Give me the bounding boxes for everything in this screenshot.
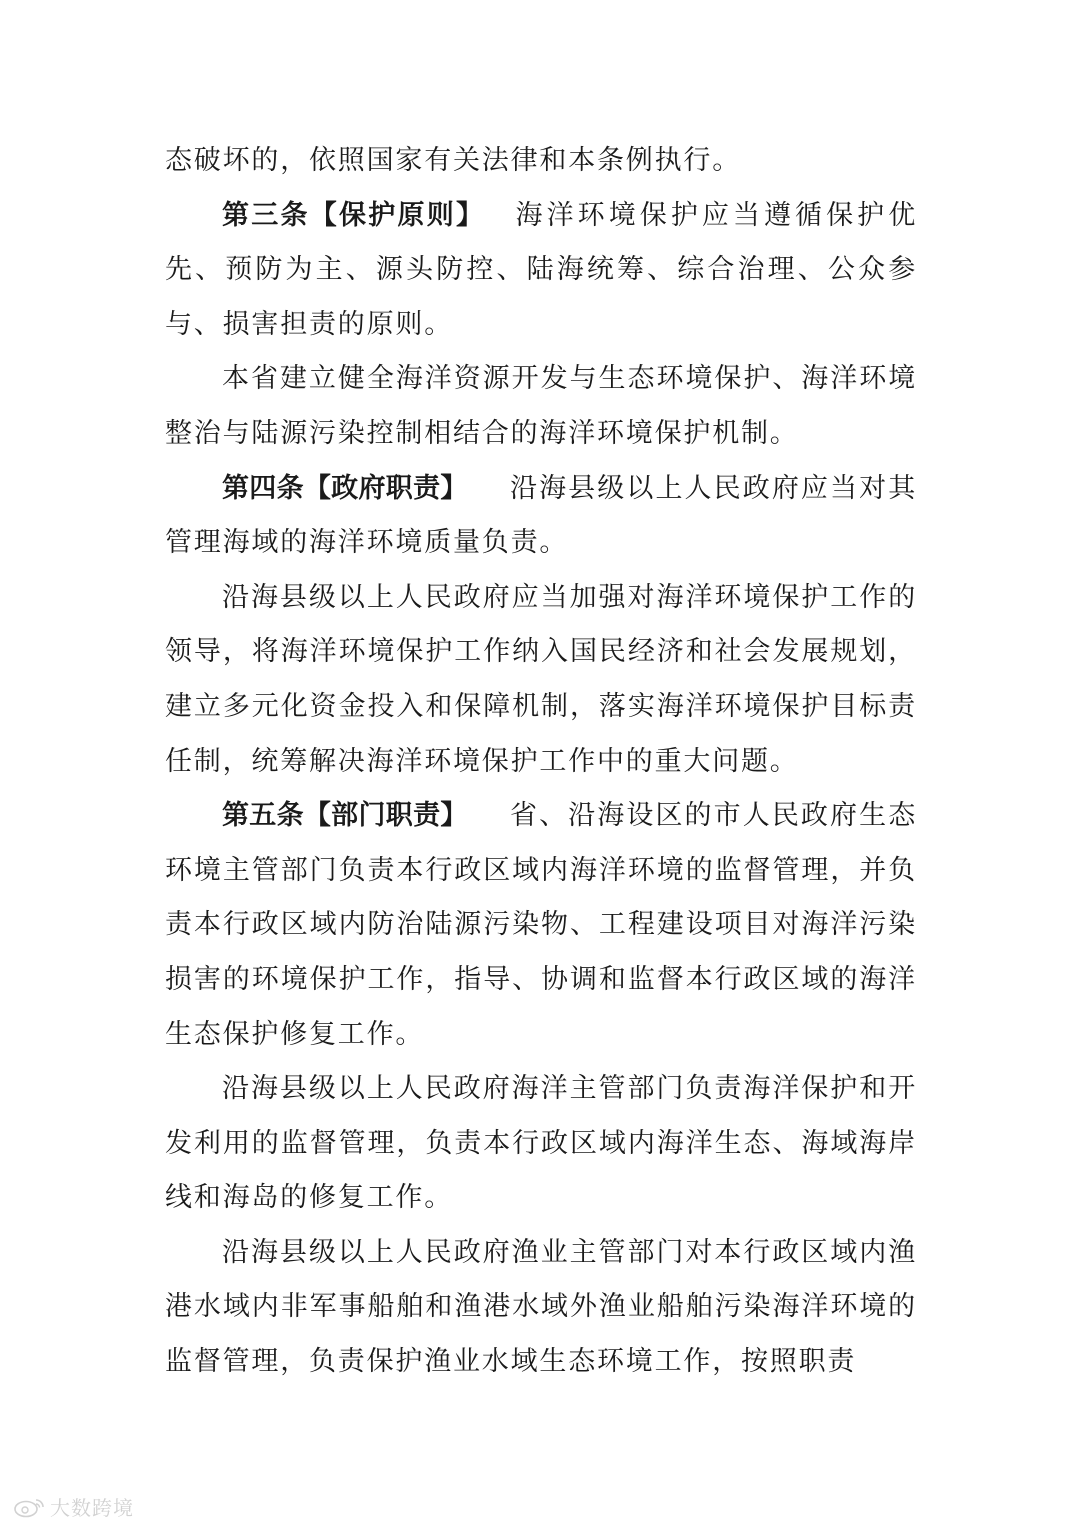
paragraph-7 [165,1062,917,1226]
watermark [12,1492,134,1521]
article-4-text: 沿海县级以上人民政府应当对其管理海域的海洋环境质量负责。 [165,472,918,559]
article-5-heading: 第五条【部门职责】 [222,800,468,832]
article-5-text: 省、沿海设区的市人民政府生态环境主管部门负责本行政区域内海洋环境的监督管理，并负责本行政区域内防治陆源污染物、工程建设项目对海洋污染损害的环境保护工作，指导、协调和监督本行政区域的海洋生态保护修复工作。 [165,800,918,1050]
paragraph-3-text: 本省建立健全海洋资源开发与生态环境保护、海洋环境整治与陆源污染控制相结合的海洋环境保护机制。 [165,363,917,449]
weibo-logo-icon [12,1496,46,1518]
paragraph-1-text: 态破坏的，依照国家有关法律和本条例执行。 [165,145,741,176]
paragraph-1 [165,134,917,189]
watermark-text: 大数跨境 [50,1496,134,1520]
document-body [165,134,917,1390]
article-4-heading: 第四条【政府职责】 [222,472,468,504]
paragraph-8 [165,1226,917,1390]
paragraph-3 [165,352,917,461]
paragraph-8-text: 沿海县级以上人民政府渔业主管部门对本行政区域内渔港水域内非军事船舶和渔港水域外渔业船舶污染海洋环境的监督管理，负责保护渔业水域生态环境工作，按照职责 [165,1236,917,1378]
article-3-paragraph [165,189,917,353]
paragraph-5 [165,571,917,789]
article-4-paragraph [165,462,917,571]
article-3-heading: 第三条【保护原则】 [222,199,486,231]
article-5-paragraph [165,789,917,1062]
paragraph-7-text: 沿海县级以上人民政府海洋主管部门负责海洋保护和开发利用的监督管理，负责本行政区域内海洋生态、海域海岸线和海岛的修复工作。 [165,1073,917,1214]
paragraph-5-text: 沿海县级以上人民政府应当加强对海洋环境保护工作的领导，将海洋环境保护工作纳入国民经济和社会发展规划，建立多元化资金投入和保障机制，落实海洋环境保护目标责任制，统筹解决海洋环境保护工作中的重大问题。 [165,581,917,777]
article-3-text: 海洋环境保护应当遵循保护优先、预防为主、源头防控、陆海统筹、综合治理、公众参与、损害担责的原则。 [165,199,918,340]
